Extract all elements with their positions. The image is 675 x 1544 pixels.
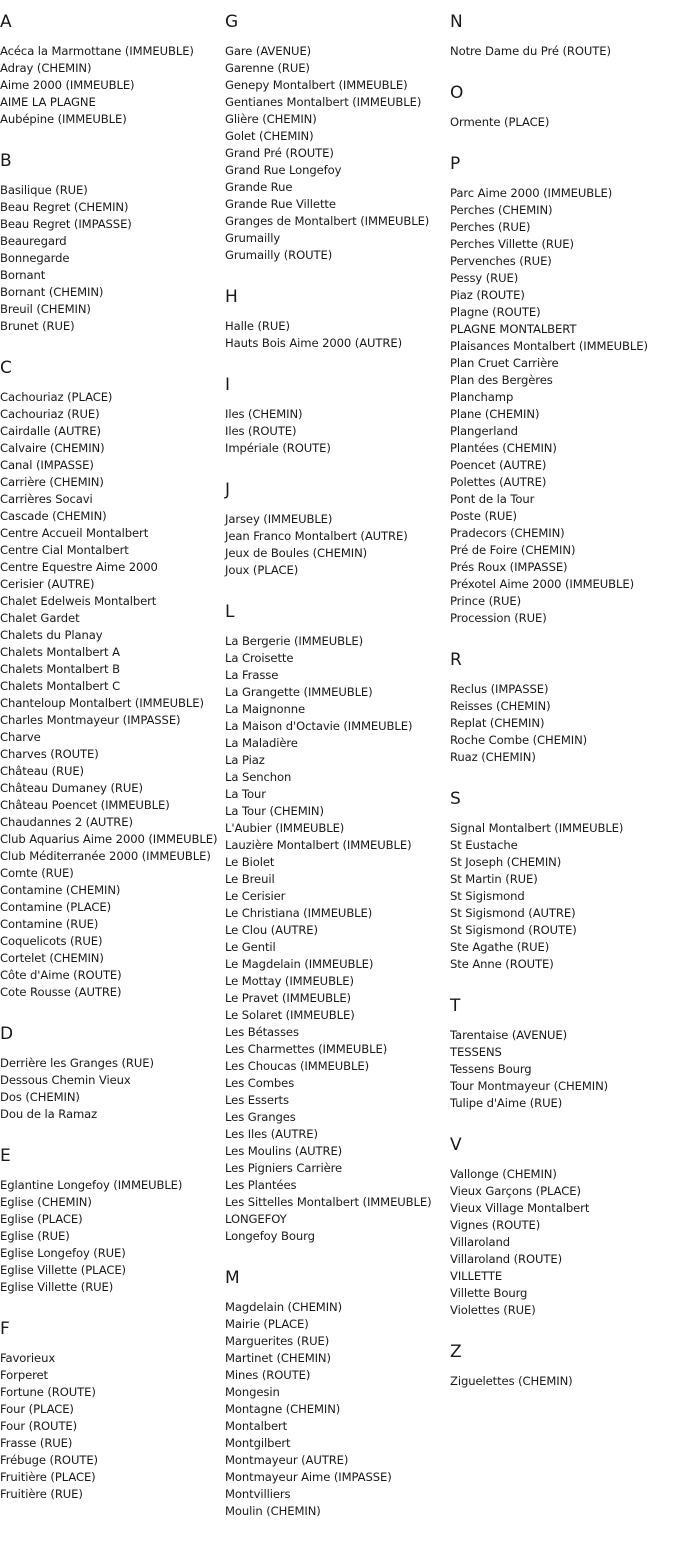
street-list-item: Château Dumaney (RUE): [0, 781, 143, 795]
letter-heading: J: [225, 480, 231, 500]
street-list-item: Cascade (CHEMIN): [0, 509, 107, 523]
street-list-item: Pradecors (CHEMIN): [450, 526, 565, 540]
street-list: [450, 1027, 672, 1112]
letter-heading: T: [450, 996, 461, 1016]
letter-section: [0, 1146, 222, 1296]
street-list-item: Château Poencet (IMMEUBLE): [0, 798, 170, 812]
street-list: [225, 318, 447, 352]
street-list: [450, 681, 672, 766]
street-list-item: Tulipe d'Aime (RUE): [450, 1096, 563, 1110]
street-list-item: Piaz (ROUTE): [450, 288, 525, 302]
street-list-item: Le Magdelain (IMMEUBLE): [225, 957, 374, 971]
street-list-item: Contamine (RUE): [0, 917, 99, 931]
letter-heading: S: [450, 789, 461, 809]
street-list-item: Tour Montmayeur (CHEMIN): [450, 1079, 609, 1093]
street-list-item: Le Gentil: [225, 940, 276, 954]
street-list-item: Grand Pré (ROUTE): [225, 146, 334, 160]
street-list-item: La Senchon: [225, 770, 292, 784]
street-list-item: Club Méditerranée 2000 (IMMEUBLE): [0, 849, 211, 863]
street-list-item: Montmayeur (AUTRE): [225, 1453, 349, 1467]
letter-section: [225, 1268, 447, 1520]
street-list-item: Grande Rue: [225, 180, 293, 194]
street-list-item: Chalets Montalbert B: [0, 662, 120, 676]
street-list-item: Polettes (AUTRE): [450, 475, 547, 489]
street-list-item: Charves (ROUTE): [0, 747, 99, 761]
street-list-item: Aubépine (IMMEUBLE): [0, 112, 127, 126]
street-list-item: Golet (CHEMIN): [225, 129, 314, 143]
index-column-3: [450, 12, 672, 1413]
street-list-item: Parc Aime 2000 (IMMEUBLE): [450, 186, 613, 200]
street-list-item: Les Granges: [225, 1110, 296, 1124]
street-list-item: Les Choucas (IMMEUBLE): [225, 1059, 370, 1073]
street-list-item: Montagne (CHEMIN): [225, 1402, 341, 1416]
street-list: [225, 633, 447, 1245]
street-list-item: Joux (PLACE): [225, 563, 299, 577]
index-column-1: [0, 12, 222, 1526]
street-list: [450, 1166, 672, 1319]
street-list-item: Reisses (CHEMIN): [450, 699, 551, 713]
letter-heading: O: [450, 83, 464, 103]
street-list-item: Prés Roux (IMPASSE): [450, 560, 568, 574]
street-list: [0, 43, 222, 128]
street-list-item: Tessens Bourg: [450, 1062, 532, 1076]
street-list-item: Plan des Bergères: [450, 373, 553, 387]
street-list-item: Ste Anne (ROUTE): [450, 957, 554, 971]
street-list-item: Pré de Foire (CHEMIN): [450, 543, 576, 557]
street-list-item: Frasse (RUE): [0, 1436, 73, 1450]
street-list-item: Cortelet (CHEMIN): [0, 951, 104, 965]
street-list-item: Villaroland (ROUTE): [450, 1252, 562, 1266]
letter-heading: D: [0, 1024, 14, 1044]
street-list-item: Perches (CHEMIN): [450, 203, 553, 217]
letter-heading: B: [0, 151, 12, 171]
street-list-item: Poencet (AUTRE): [450, 458, 547, 472]
street-list-item: Chalet Gardet: [0, 611, 80, 625]
letter-section: [450, 1135, 672, 1319]
street-list-item: Beau Regret (CHEMIN): [0, 200, 129, 214]
street-list-item: Ruaz (CHEMIN): [450, 750, 536, 764]
street-list-item: Cachouriaz (RUE): [0, 407, 100, 421]
street-list-item: La Frasse: [225, 668, 279, 682]
letter-section: [450, 650, 672, 766]
street-list-item: Chalets du Planay: [0, 628, 103, 642]
street-list-item: Magdelain (CHEMIN): [225, 1300, 343, 1314]
street-list: [0, 1350, 222, 1503]
street-list-item: Genepy Montalbert (IMMEUBLE): [225, 78, 408, 92]
street-list-item: Eglantine Longefoy (IMMEUBLE): [0, 1178, 183, 1192]
street-list-item: Lauzière Montalbert (IMMEUBLE): [225, 838, 412, 852]
street-list-item: Dessous Chemin Vieux: [0, 1073, 131, 1087]
street-list-item: Halle (RUE): [225, 319, 290, 333]
street-list-item: Marguerites (RUE): [225, 1334, 330, 1348]
street-list-item: Planchamp: [450, 390, 514, 404]
street-list-item: LONGEFOY: [225, 1212, 287, 1226]
street-list-item: L'Aubier (IMMEUBLE): [225, 821, 345, 835]
street-list-item: Jarsey (IMMEUBLE): [225, 512, 333, 526]
street-list-item: La Tour (CHEMIN): [225, 804, 324, 818]
street-list-item: Chanteloup Montalbert (IMMEUBLE): [0, 696, 204, 710]
street-list-item: Tarentaise (AVENUE): [450, 1028, 568, 1042]
street-list-item: Côte d'Aime (ROUTE): [0, 968, 122, 982]
letter-section: [450, 83, 672, 131]
street-list-item: VILLETTE: [450, 1269, 503, 1283]
street-list-item: Les Iles (AUTRE): [225, 1127, 318, 1141]
street-list: [0, 1177, 222, 1296]
street-list-item: Perches Villette (RUE): [450, 237, 574, 251]
street-list-item: Cairdalle (AUTRE): [0, 424, 101, 438]
street-list-item: Moulin (CHEMIN): [225, 1504, 321, 1518]
street-list-item: Charles Montmayeur (IMPASSE): [0, 713, 181, 727]
street-list-item: Prince (RUE): [450, 594, 522, 608]
letter-heading: I: [225, 375, 231, 395]
street-list-item: La Bergerie (IMMEUBLE): [225, 634, 364, 648]
street-list-item: Le Breuil: [225, 872, 275, 886]
street-list-item: Garenne (RUE): [225, 61, 310, 75]
letter-heading: C: [0, 358, 12, 378]
street-list-item: Brunet (RUE): [0, 319, 75, 333]
street-list-item: Grumailly: [225, 231, 281, 245]
letter-section: [0, 151, 222, 335]
street-list-item: Le Christiana (IMMEUBLE): [225, 906, 373, 920]
street-list-item: St Sigismond: [450, 889, 525, 903]
letter-heading: P: [450, 154, 461, 174]
street-list-item: Comte (RUE): [0, 866, 74, 880]
street-list-item: Villette Bourg: [450, 1286, 528, 1300]
letter-heading: H: [225, 287, 238, 307]
letter-section: [450, 996, 672, 1112]
letter-section: [0, 1024, 222, 1123]
street-list-item: Derrière les Granges (RUE): [0, 1056, 154, 1070]
street-list-item: Poste (RUE): [450, 509, 517, 523]
letter-section: [225, 480, 447, 579]
letter-section: [225, 287, 447, 352]
street-list-item: Montvilliers: [225, 1487, 291, 1501]
street-list-item: Cote Rousse (AUTRE): [0, 985, 122, 999]
street-list-item: Le Biolet: [225, 855, 275, 869]
street-list-item: Vignes (ROUTE): [450, 1218, 541, 1232]
street-list-item: Longefoy Bourg: [225, 1229, 315, 1243]
street-list-item: Granges de Montalbert (IMMEUBLE): [225, 214, 430, 228]
street-list: [0, 389, 222, 1001]
street-list-item: Mines (ROUTE): [225, 1368, 311, 1382]
street-list-item: Plagne (ROUTE): [450, 305, 541, 319]
street-list-item: Mairie (PLACE): [225, 1317, 309, 1331]
street-list-item: Pervenches (RUE): [450, 254, 552, 268]
street-list-item: Forperet: [0, 1368, 48, 1382]
street-list-item: Iles (CHEMIN): [225, 407, 303, 421]
letter-section: [0, 358, 222, 1001]
street-list-item: Fruitière (PLACE): [0, 1470, 96, 1484]
street-list-item: Favorieux: [0, 1351, 56, 1365]
letter-heading: F: [0, 1319, 10, 1339]
street-list-item: La Tour: [225, 787, 266, 801]
letter-heading: M: [225, 1268, 240, 1288]
street-list-item: Plantées (CHEMIN): [450, 441, 557, 455]
street-list-item: Contamine (CHEMIN): [0, 883, 121, 897]
street-list-item: Chalet Edelweis Montalbert: [0, 594, 157, 608]
street-list-item: Gentianes Montalbert (IMMEUBLE): [225, 95, 422, 109]
street-list-item: AIME LA PLAGNE: [0, 95, 96, 109]
letter-heading: N: [450, 12, 463, 32]
street-list-item: Vieux Village Montalbert: [450, 1201, 590, 1215]
street-list-item: Montgilbert: [225, 1436, 291, 1450]
street-list-item: Roche Combe (CHEMIN): [450, 733, 588, 747]
street-list-item: Dos (CHEMIN): [0, 1090, 80, 1104]
street-list-item: Iles (ROUTE): [225, 424, 297, 438]
street-list: [450, 114, 672, 131]
street-list-item: PLAGNE MONTALBERT: [450, 322, 577, 336]
letter-heading: A: [0, 12, 12, 32]
street-list-item: Mongesin: [225, 1385, 280, 1399]
street-list-item: Beau Regret (IMPASSE): [0, 217, 132, 231]
letter-section: [450, 12, 672, 60]
street-list-item: Bornant: [0, 268, 46, 282]
street-list-item: Villaroland: [450, 1235, 510, 1249]
letter-section: [450, 154, 672, 627]
index-column-2: [225, 12, 447, 1543]
street-list-item: Plane (CHEMIN): [450, 407, 540, 421]
street-list: [225, 1299, 447, 1520]
street-list-item: Montmayeur Aime (IMPASSE): [225, 1470, 392, 1484]
letter-section: [225, 12, 447, 264]
street-list: [450, 185, 672, 627]
street-list-item: Les Charmettes (IMMEUBLE): [225, 1042, 388, 1056]
street-list-item: Hauts Bois Aime 2000 (AUTRE): [225, 336, 403, 350]
street-list-item: Charve: [0, 730, 41, 744]
street-list-item: TESSENS: [450, 1045, 502, 1059]
street-list-item: Centre Cial Montalbert: [0, 543, 129, 557]
street-list-item: St Sigismond (ROUTE): [450, 923, 577, 937]
street-list-item: Frébuge (ROUTE): [0, 1453, 98, 1467]
street-list-item: Le Pravet (IMMEUBLE): [225, 991, 351, 1005]
letter-heading: V: [450, 1135, 462, 1155]
street-list-item: Canal (IMPASSE): [0, 458, 94, 472]
street-list-item: Grande Rue Villette: [225, 197, 336, 211]
street-list-item: Impériale (ROUTE): [225, 441, 331, 455]
street-list-item: Jean Franco Montalbert (AUTRE): [225, 529, 408, 543]
street-list-item: Pessy (RUE): [450, 271, 519, 285]
street-list-item: Centre Accueil Montalbert: [0, 526, 149, 540]
street-list-item: Perches (RUE): [450, 220, 531, 234]
street-list-item: La Croisette: [225, 651, 294, 665]
street-list-item: Aime 2000 (IMMEUBLE): [0, 78, 135, 92]
street-list-item: Fruitière (RUE): [0, 1487, 83, 1501]
street-list-item: Le Mottay (IMMEUBLE): [225, 974, 354, 988]
street-list-item: Pont de la Tour: [450, 492, 535, 506]
street-list-item: Grumailly (ROUTE): [225, 248, 333, 262]
street-list-item: Château (RUE): [0, 764, 84, 778]
street-list-item: Vallonge (CHEMIN): [450, 1167, 557, 1181]
letter-heading: E: [0, 1146, 11, 1166]
street-list-item: Martinet (CHEMIN): [225, 1351, 331, 1365]
letter-section: [450, 789, 672, 973]
letter-heading: L: [225, 602, 235, 622]
letter-section: [450, 1342, 672, 1390]
street-list-item: Ste Agathe (RUE): [450, 940, 550, 954]
street-list-item: Eglise (CHEMIN): [0, 1195, 92, 1209]
street-list-item: St Sigismond (AUTRE): [450, 906, 576, 920]
street-list-item: St Joseph (CHEMIN): [450, 855, 562, 869]
street-list-item: St Eustache: [450, 838, 518, 852]
street-list: [0, 1055, 222, 1123]
street-list-item: Eglise (PLACE): [0, 1212, 83, 1226]
street-list-item: Fortune (ROUTE): [0, 1385, 96, 1399]
street-list-item: Bonnegarde: [0, 251, 70, 265]
letter-heading: R: [450, 650, 462, 670]
street-list-item: Basilique (RUE): [0, 183, 88, 197]
street-list-item: St Martin (RUE): [450, 872, 538, 886]
street-list-item: Adray (CHEMIN): [0, 61, 92, 75]
street-list-item: Chalets Montalbert C: [0, 679, 121, 693]
street-list-item: Club Aquarius Aime 2000 (IMMEUBLE): [0, 832, 218, 846]
street-list-item: Dou de la Ramaz: [0, 1107, 98, 1121]
street-list-item: Les Bétasses: [225, 1025, 299, 1039]
street-list-item: Eglise Villette (PLACE): [0, 1263, 126, 1277]
street-list-item: Les Plantées: [225, 1178, 297, 1192]
street-list-item: Ziguelettes (CHEMIN): [450, 1374, 573, 1388]
letter-heading: Z: [450, 1342, 462, 1362]
street-list-item: La Maignonne: [225, 702, 306, 716]
letter-section: [225, 375, 447, 457]
street-list-item: Plangerland: [450, 424, 518, 438]
street-list-item: Eglise Longefoy (RUE): [0, 1246, 126, 1260]
street-list-item: Vieux Garçons (PLACE): [450, 1184, 581, 1198]
street-list-item: Glière (CHEMIN): [225, 112, 317, 126]
street-list-item: Montalbert: [225, 1419, 288, 1433]
street-list-item: La Piaz: [225, 753, 265, 767]
street-list-item: Grand Rue Longefoy: [225, 163, 342, 177]
street-list: [225, 406, 447, 457]
street-list-item: Chalets Montalbert A: [0, 645, 120, 659]
street-list: [225, 43, 447, 264]
street-list-item: Les Pigniers Carrière: [225, 1161, 343, 1175]
street-list-item: Ormente (PLACE): [450, 115, 550, 129]
street-list-item: Replat (CHEMIN): [450, 716, 545, 730]
street-list: [225, 511, 447, 579]
street-list: [450, 43, 672, 60]
street-list-item: Le Clou (AUTRE): [225, 923, 318, 937]
street-list-item: Carrières Socavi: [0, 492, 93, 506]
street-list-item: Plan Cruet Carrière: [450, 356, 559, 370]
street-list: [450, 1373, 672, 1390]
street-list-item: Acéca la Marmottane (IMMEUBLE): [0, 44, 194, 58]
street-list-item: Carrière (CHEMIN): [0, 475, 104, 489]
street-list-item: Les Esserts: [225, 1093, 289, 1107]
street-list: [450, 820, 672, 973]
street-list-item: Bornant (CHEMIN): [0, 285, 104, 299]
street-list-item: Les Moulins (AUTRE): [225, 1144, 343, 1158]
street-list-item: Breuil (CHEMIN): [0, 302, 91, 316]
street-list-item: Le Cerisier: [225, 889, 286, 903]
street-list-item: Gare (AVENUE): [225, 44, 312, 58]
street-list-item: Centre Equestre Aime 2000: [0, 560, 158, 574]
street-list-item: Notre Dame du Pré (ROUTE): [450, 44, 611, 58]
street-list-item: Eglise Villette (RUE): [0, 1280, 114, 1294]
street-list-item: Four (PLACE): [0, 1402, 74, 1416]
street-list-item: Calvaire (CHEMIN): [0, 441, 105, 455]
street-list-item: La Grangette (IMMEUBLE): [225, 685, 373, 699]
street-list-item: La Maison d'Octavie (IMMEUBLE): [225, 719, 413, 733]
letter-section: [0, 12, 222, 128]
street-list-item: Signal Montalbert (IMMEUBLE): [450, 821, 624, 835]
street-list-item: Les Sittelles Montalbert (IMMEUBLE): [225, 1195, 432, 1209]
street-list-item: Beauregard: [0, 234, 67, 248]
letter-section: [225, 602, 447, 1245]
street-list-item: Plaisances Montalbert (IMMEUBLE): [450, 339, 648, 353]
street-list-item: Cachouriaz (PLACE): [0, 390, 113, 404]
street-list: [0, 182, 222, 335]
street-list-item: Contamine (PLACE): [0, 900, 112, 914]
street-list-item: Four (ROUTE): [0, 1419, 78, 1433]
street-list-item: Le Solaret (IMMEUBLE): [225, 1008, 355, 1022]
street-list-item: Violettes (RUE): [450, 1303, 536, 1317]
street-list-item: Les Combes: [225, 1076, 295, 1090]
street-list-item: La Maladière: [225, 736, 298, 750]
letter-heading: G: [225, 12, 239, 32]
street-list-item: Préxotel Aime 2000 (IMMEUBLE): [450, 577, 634, 591]
street-list-item: Coquelicots (RUE): [0, 934, 103, 948]
street-list-item: Jeux de Boules (CHEMIN): [225, 546, 368, 560]
street-list-item: Reclus (IMPASSE): [450, 682, 549, 696]
street-list-item: Eglise (RUE): [0, 1229, 70, 1243]
street-list-item: Procession (RUE): [450, 611, 547, 625]
street-list-item: Chaudannes 2 (AUTRE): [0, 815, 133, 829]
street-list-item: Cerisier (AUTRE): [0, 577, 95, 591]
letter-section: [0, 1319, 222, 1503]
